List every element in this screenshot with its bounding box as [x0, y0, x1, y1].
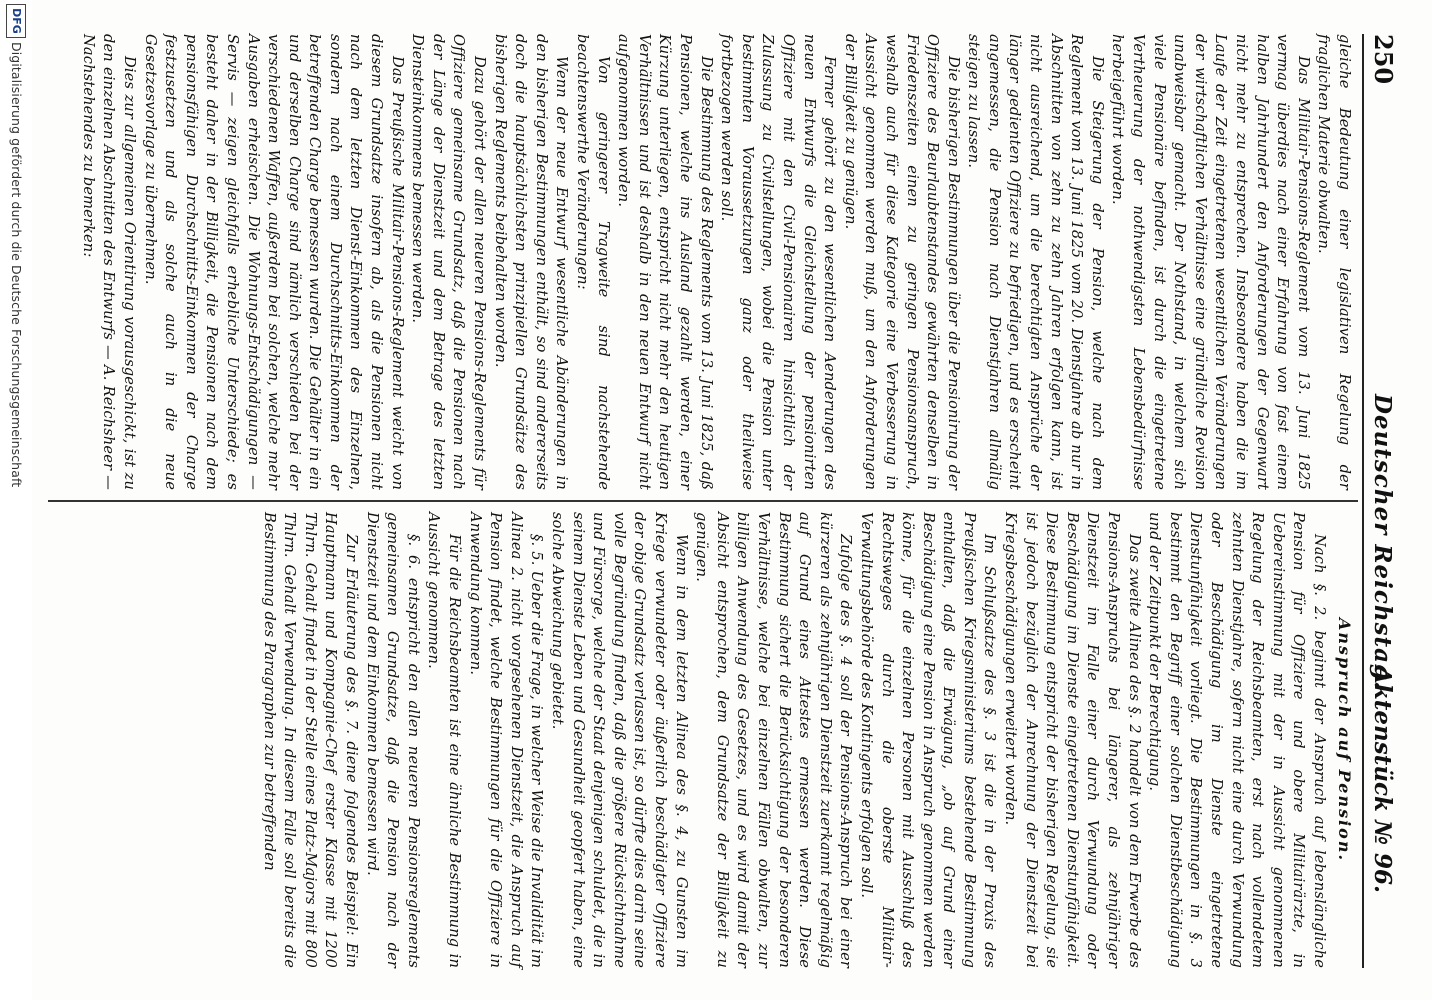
paragraph: Das Militair-Pensions-Reglement vom 13. Juni 1825 vermag überdies nach einer Erfahrung von fast einem halben Jahrhundert den Anforderungen der Gegenwart nicht mehr zu entsprechen. Insbesondere haben die im Laufe der Zeit eingetretenen wesentlichen Veränderungen der wirtschaftlichen Verhältnisse eine gründliche Revision unabweisbar gemacht. Der Nothstand, in welchem sich viele Pensionäre befinden, ist durch die eingetretene Vertheuerung der nothwendigsten Lebensbedürfnisse herbeigeführt worden.	[1109, 34, 1312, 490]
paragraph: Von geringerer Tragweite sind nachstehende beachtenswerthe Veränderungen:	[574, 34, 612, 490]
paragraph: Zufolge des §. 4 soll der Pensions-Anspruch bei einer kürzeren als zehnjährigen Dienstzeit zuerkannt regelmäßig auf Grund eines Attestes ermessen werden. Diese Bestimmung sichert die Berücksichtigung der besonderen Verhältnisse, welche bei einzelnen Fällen obwalten, zur billigen Anwendung des Gesetzes, und es wird damit der Absicht entsprochen, dem Grundsatze der Billigkeit zu genügen.	[693, 512, 855, 968]
paragraph: Dies zur allgemeinen Orientirung vorausgeschickt, ist zu den einzelnen Abschnitten des Entwurfs — A. Reichsheer — Nachstehendes zu bemerken:	[79, 34, 138, 490]
section-heading: Anspruch auf Pension.	[1335, 617, 1354, 863]
paragraph: §. 5. Ueber die Frage, in welcher Weise die Invalidität im Alinea 2. nicht vorgesehenen Dienstzeit, die Anspruch auf Pension findet, welche Bestimmungen für die Offiziere in Anwendung kommen.	[466, 512, 546, 968]
page-number: 250	[1369, 34, 1398, 85]
page-header	[1362, 34, 1402, 968]
publication-title: Deutscher Reichstag.	[1369, 394, 1396, 691]
document-label: Aktenstück № 96.	[1369, 666, 1396, 894]
paragraph: Ferner gehört zu den wesentlichen Aenderungen des neuen Entwurfs die Gleichstellung der pensionirten Offiziere mit den Civil-Pensionairen hinsichtlich der Zulassung zu Civilstellungen, wobei die Pension unter bestimmten Voraussetzungen ganz oder theilweise fortbezogen werden soll.	[718, 34, 839, 490]
paragraph: Das zweite Alinea des §. 2 handelt von dem Erwerbe des Pensions-Anspruchs bei längerer, als zehnjähriger Dienstzeit im Falle einer durch Verwundung oder Beschädigung im Dienste eingetretenen Dienstunfähigkeit. Diese Bestimmung entspricht der bisherigen Regelung, sie ist jedoch bezüglich der Anrechnung der Dienstzeit bei Kriegsbeschädigungen erweitert worden.	[1002, 512, 1143, 968]
paragraph: gleiche Bedeutung einer legislativen Regelung der fraglichen Materie obwalten.	[1315, 34, 1353, 490]
paragraph: Nach §. 2. beginnt der Anspruch auf lebenslängliche Pension für Offiziere und obere Militairärzte, in Uebereinstimmung mit der in Aussicht genommenen Regelung der Reichsbeamten, erst nach vollendetem zehnten Dienstjahre, sofern nicht eine durch Verwundung oder Beschädigung im Dienste eingetretene Dienstunfähigkeit vorliegt. Die Bestimmungen in §. 3 bestimmt den Begriff einer solchen Dienstbeschädigung und der Zeitpunkt der Berechtigung.	[1146, 512, 1328, 968]
paragraph: Wenn in dem letzten Alinea des §. 4, zu Gunsten im Kriege verwundeter oder äußerlich beschädigter Offiziere der obige Grundsatz verlassen ist, so dürfte dies darin seine volle Begründung finden, daß die größere Rücksichtnahme und Fürsorge, welche der Staat denjenigen schuldet, die in seinem Dienste Leben und Gesundheit geopfert haben, eine solche Abweichung gebietet.	[549, 512, 690, 968]
left-column	[77, 34, 1354, 490]
paragraph: Dazu gehört der allen neueren Pensions-Reglements für Offiziere gemeinsame Grundsatz, daß die Pensionen nach der Länge der Dienstzeit und dem Betrage des letzten Diensteinkommens bemessen werden.	[409, 34, 489, 490]
paragraph: Die bisherigen Bestimmungen über die Pensionirung der Offiziere des Beurlaubtenstandes gewährten denselben in Friedenszeiten einen zu geringen Pensionsanspruch, weshalb auch für diese Kategorie eine Verbesserung in Aussicht genommen werden muß, um den Anforderungen der Billigkeit zu genügen.	[841, 34, 962, 490]
paragraph: Für die Reichsbeamten ist eine ähnliche Bestimmung in Aussicht genommen.	[425, 512, 464, 968]
dfg-logo: DFG	[6, 4, 26, 38]
right-column	[258, 512, 1354, 968]
paragraph: Das Preußische Militair-Pensions-Reglement weicht von diesem Grundsatze insofern ab, als die Pensionen nicht nach dem letzten Dienst-Einkommen des Einzelnen, sondern nach einem Durchschnitts-Einkommen der betreffenden Charge bemessen wurden. Die Gehälter in ein und derselben Charge sind nämlich verschieden bei der verschiedenen Waffen, außerdem bei solchen, welche mehr Ausgaben erheischen. Die Wohnungs-Entschädigungen — Servis — zeigen gleichfalls erhebliche Unterschiede; es besteht daher in der Billigkeit, die Pensionen nach dem pensionsfähigen Durchschnitts-Einkommen der Charge festzusetzen und als solche auch in die neue Gesetzesvorlage zu übernehmen.	[141, 34, 406, 490]
digitization-note: Digitalisierung gefördert durch die Deutsche Forschungsgemeinschaft	[9, 42, 24, 488]
column-divider	[48, 500, 1358, 502]
paragraph: Zur Erläuterung des §. 7. diene folgendes Beispiel: Ein Hauptmann und Kompagnie-Chef erster Klasse mit 1200 Thlrn. Gehalt findet in der Stelle eines Platz-Majors mit 800 Thlrn. Gehalt Verwendung. In diesem Falle soll bereits die Bestimmung des Paragraphen zur betreffenden	[260, 512, 361, 968]
paragraph: Wenn der neue Entwurf wesentliche Abänderungen in den bisherigen Bestimmungen enthält, so sind andererseits doch die hauptsächlichsten prinzipiellen Grundsätze des bisherigen Reglements beibehalten worden.	[491, 34, 571, 490]
paragraph: Im Schlußsatze des §. 3 ist die in der Praxis des Preußischen Kriegsministeriums bestehende Bestimmung enthalten, daß die Erwägung, „ob auf Grund einer Beschädigung eine Pension in Anspruch genommen werden könne, für die einzelnen Personen mit Ausschluß des Rechtsweges durch die oberste Militair-Verwaltungsbehörde des Kontingents erfolgen soll.	[857, 512, 999, 968]
digitization-footer	[0, 0, 32, 1000]
paragraph: §. 6. entspricht den allen neueren Pensionsreglements gemeinsamen Grundsatze, daß die Pension nach der Dienstzeit und dem Einkommen bemessen wird.	[363, 512, 422, 968]
paragraph: Die Bestimmung des Reglements vom 13. Juni 1825, daß Pensionen, welche ins Ausland gezahlt werden, einer Kürzung unterliegen, entspricht nicht mehr den heutigen Verhältnissen und ist deshalb in den neuen Entwurf nicht aufgenommen worden.	[615, 34, 715, 490]
paragraph: Die Steigerung der Pension, welche nach dem Reglement vom 13. Juni 1825 vom 20. Dienstjahre ab nur in Abschnitten von zehn zu zehn Jahren erfolgen kann, ist nicht ausreichend, um die berechtigten Ansprüche der länger gedienten Offiziere zu befriedigen, und es erscheint angemessen, die Pension nach Dienstjahren allmälig steigen zu lassen.	[965, 34, 1106, 490]
header-rule	[1362, 34, 1364, 968]
